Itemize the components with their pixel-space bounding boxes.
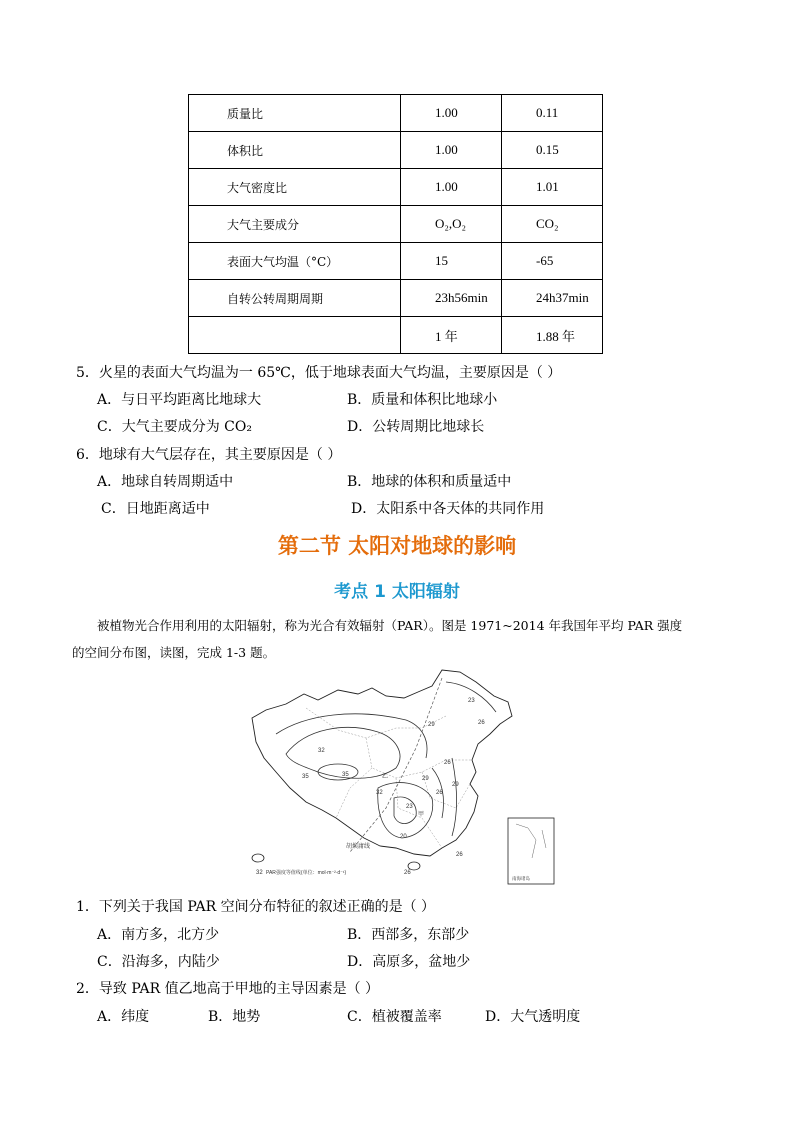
- isoline-label: 26: [436, 790, 443, 796]
- south-china-sea-inset: [508, 818, 554, 884]
- table-cell-earth: 1.00: [401, 132, 502, 169]
- question-2-option-d: D．大气透明度: [485, 1009, 581, 1025]
- table-row: [189, 169, 603, 206]
- par-distribution-map: [246, 668, 558, 886]
- table-cell-earth: 1.00: [401, 169, 502, 206]
- table-cell-label: 表面大气均温（°C）: [189, 243, 401, 280]
- table-row: [189, 317, 603, 354]
- question-1-option-d: D．高原多，盆地少: [347, 954, 471, 970]
- isoline-label: 35: [342, 772, 349, 778]
- isoline-label: 29: [422, 776, 429, 782]
- isoline-label: 26: [404, 870, 411, 876]
- table-cell-label: 质量比: [189, 95, 401, 132]
- isoline-label: 23: [406, 804, 413, 810]
- section-title: 第二节 太阳对地球的影响: [277, 534, 517, 558]
- table-row: [189, 132, 603, 169]
- isoline-label: 35: [302, 774, 309, 780]
- question-6-option-d: D．太阳系中各天体的共同作用: [351, 501, 545, 517]
- table-cell-mars: -65: [502, 243, 603, 280]
- isoline: [378, 783, 433, 838]
- island: [252, 854, 264, 862]
- hu-huanyong-line: [350, 678, 442, 852]
- hainan-island: [408, 862, 420, 870]
- location-jia-label: 甲: [418, 812, 425, 818]
- isoline-label: 26: [478, 720, 485, 726]
- question-6-stem: 6．地球有大气层存在，其主要原因是（ ）: [76, 447, 342, 463]
- table-cell-earth: 23h56min: [401, 280, 502, 317]
- table-cell-mars: CO₂: [502, 206, 603, 243]
- isoline-label: 26: [456, 852, 463, 858]
- hu-line-label: 胡焕庸线: [346, 844, 371, 850]
- table-cell-label: [189, 317, 401, 354]
- isoline: [286, 727, 400, 778]
- isoline-label: 20: [400, 834, 407, 840]
- question-2-option-b: B．地势: [208, 1009, 261, 1025]
- intro-line-1: 被植物光合作用利用的太阳辐射，称为光合有效辐射（PAR）。图是 1971~2014 年我国年平均 PAR 强度: [97, 618, 683, 633]
- table-cell-earth: 1.00: [401, 95, 502, 132]
- isoline-label: 23: [468, 698, 475, 704]
- isoline: [452, 758, 457, 836]
- table-cell-mars: 0.15: [502, 132, 603, 169]
- question-5-option-a: A．与日平均距离比地球大: [97, 392, 262, 408]
- question-6-option-a: A．地球自转周期适中: [97, 474, 234, 490]
- table-cell-mars: 24h37min: [502, 280, 603, 317]
- isoline-label: 29: [452, 782, 459, 788]
- table-cell-earth: 1 年: [401, 317, 502, 354]
- table-cell-label: 体积比: [189, 132, 401, 169]
- table-row: [189, 206, 603, 243]
- intro-line-2: 的空间分布图，读图，完成 1-3 题。: [72, 645, 276, 660]
- question-2-option-c: C．植被覆盖率: [347, 1009, 442, 1025]
- question-1-option-b: B．西部多，东部少: [347, 927, 470, 943]
- map-legend: PAR强度等值线(单位：mol·m⁻²·d⁻¹): [266, 870, 347, 876]
- table-cell-mars: 0.11: [502, 95, 603, 132]
- table-cell-mars: 1.88 年: [502, 317, 603, 354]
- isoline-label: 32: [318, 748, 325, 754]
- isoline: [318, 764, 358, 780]
- table-row: [189, 280, 603, 317]
- table-cell-earth: O₂,O₂: [401, 206, 502, 243]
- question-5-option-d: D．公转周期比地球长: [347, 419, 485, 435]
- question-1-stem: 1．下列关于我国 PAR 空间分布特征的叙述正确的是（ ）: [76, 899, 436, 915]
- table-cell-label: 自转公转周期周期: [189, 280, 401, 317]
- table-cell-label: 大气主要成分: [189, 206, 401, 243]
- kaodian-title: 考点 1 太阳辐射: [334, 582, 460, 602]
- question-5-stem: 5．火星的表面大气均温为一 65℃，低于地球表面大气均温，主要原因是（ ）: [76, 365, 562, 381]
- question-6-option-c: C．日地距离适中: [101, 501, 210, 517]
- inset-label: 南海诸岛: [512, 876, 530, 881]
- isoline-label: 32: [256, 870, 263, 876]
- table-cell-earth: 15: [401, 243, 502, 280]
- question-5-option-b: B．质量和体积比地球小: [347, 392, 498, 408]
- isoline: [276, 714, 427, 758]
- question-5-option-c: C．大气主要成分为 CO₂: [97, 419, 252, 435]
- question-6-option-b: B．地球的体积和质量适中: [347, 474, 512, 490]
- question-1-option-a: A．南方多，北方少: [97, 927, 220, 943]
- question-2-stem: 2．导致 PAR 值乙地高于甲地的主导因素是（ ）: [76, 981, 380, 997]
- location-yi-label: 乙: [382, 774, 389, 780]
- isoline-label: 32: [376, 790, 383, 796]
- question-1-option-c: C．沿海多，内陆少: [97, 954, 220, 970]
- question-2-option-a: A．纬度: [97, 1009, 150, 1025]
- table-row: [189, 243, 603, 280]
- planet-comparison-table: [188, 94, 603, 354]
- isoline-label: 29: [428, 722, 435, 728]
- table-cell-mars: 1.01: [502, 169, 603, 206]
- isoline-label: 26: [444, 760, 451, 766]
- isoline: [446, 682, 496, 712]
- table-row: [189, 95, 603, 132]
- table-cell-label: 大气密度比: [189, 169, 401, 206]
